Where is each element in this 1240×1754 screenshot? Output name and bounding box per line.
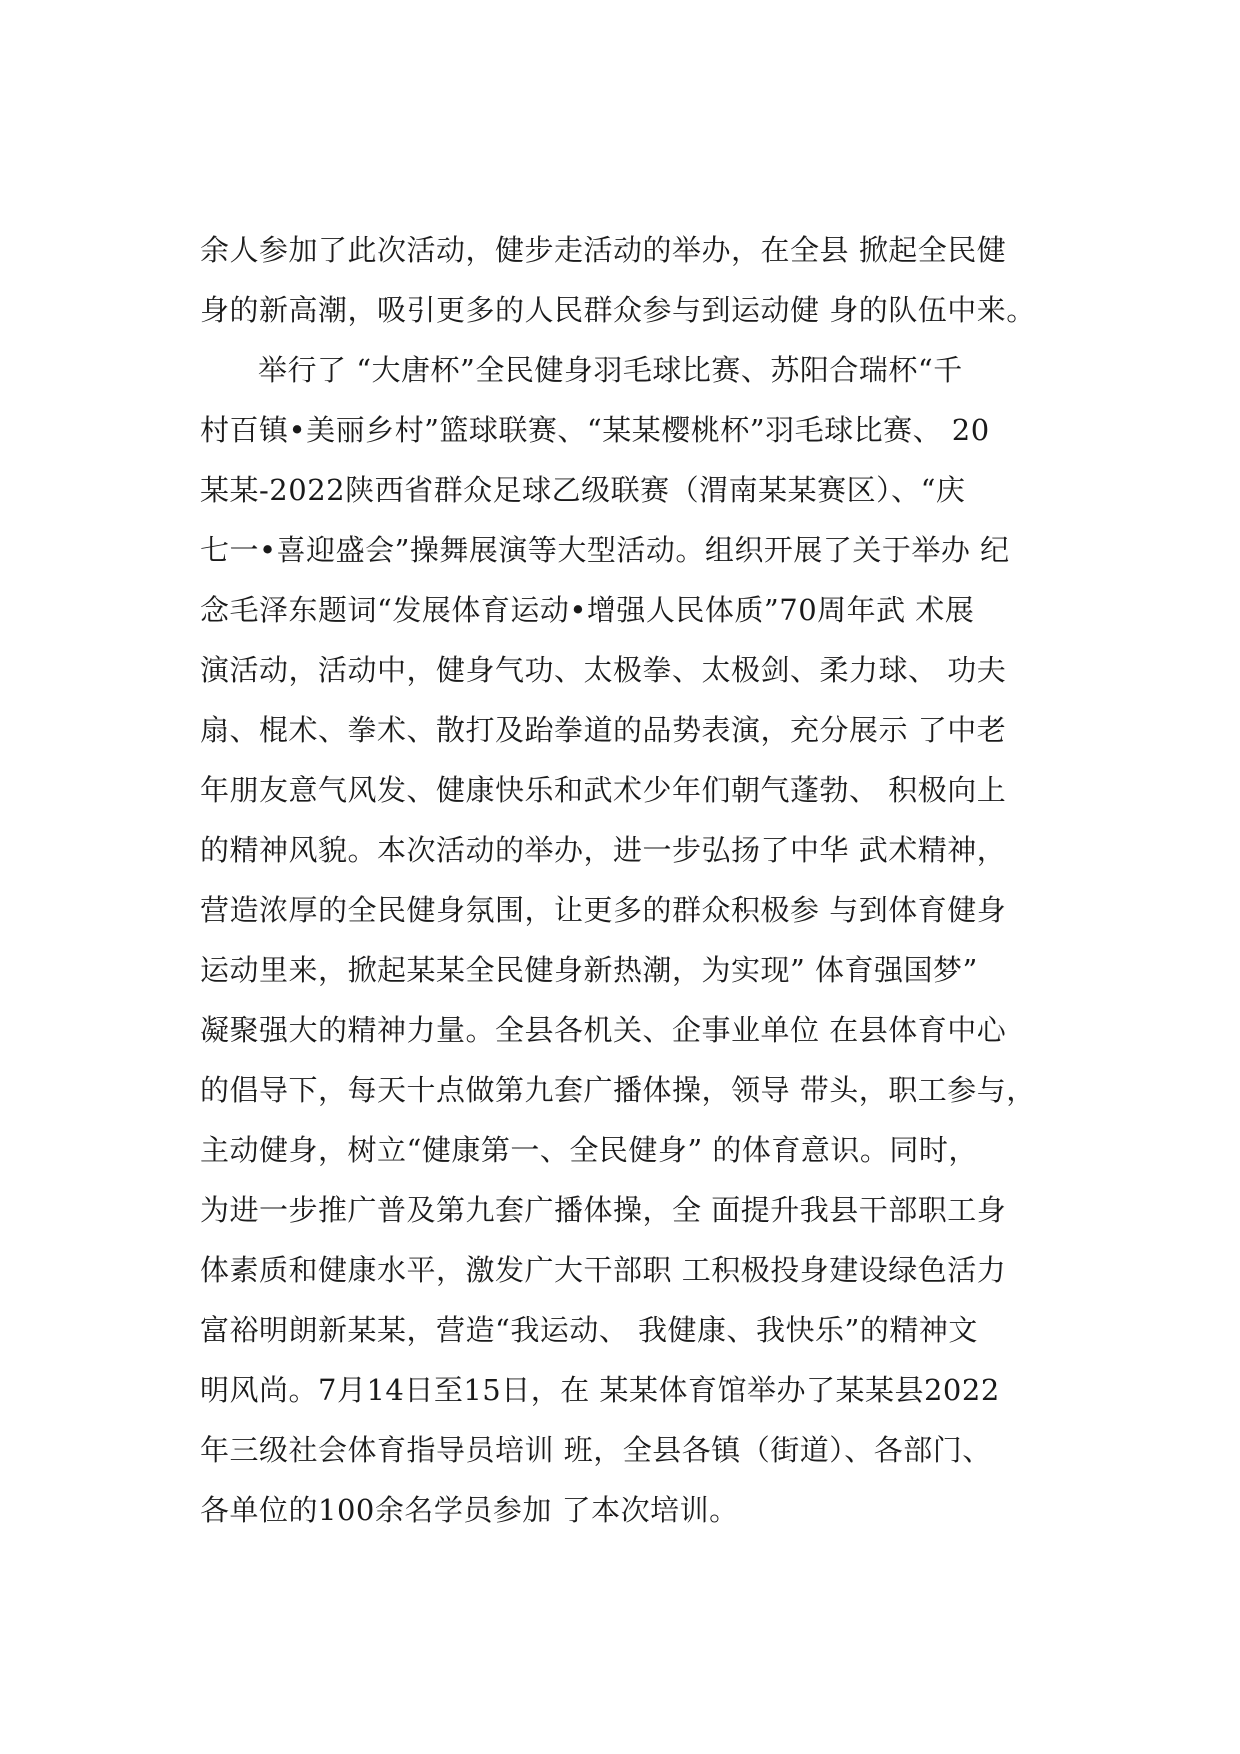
text-line: 七一•喜迎盛会”操舞展演等大型活动。组织开展了关于举办 纪 — [200, 533, 1010, 567]
text-line: 的精神风貌。本次活动的举办，进一步弘扬了中华 武术精神， — [200, 833, 1007, 867]
body-text — [200, 220, 1080, 1540]
paragraph-2 — [200, 340, 1080, 1540]
text-line: 年朋友意气风发、健康快乐和武术少年们朝气蓬勃、 积极向上 — [200, 773, 1007, 807]
text-line: 明风尚。7月14日至15日，在 某某体育馆举办了某某县2022 — [200, 1373, 1000, 1407]
text-line: 身的新高潮，吸引更多的人民群众参与到运动健 身的队伍中来。 — [200, 293, 1036, 327]
text-line: 举行了 “大唐杯”全民健身羽毛球比赛、苏阳合瑞杯“千 — [258, 353, 963, 387]
text-line: 年三级社会体育指导员培训 班，全县各镇（街道）、各部门、 — [200, 1433, 992, 1467]
text-line: 体素质和健康水平，激发广大干部职 工积极投身建设绿色活力 — [200, 1253, 1007, 1287]
text-line: 各单位的100余名学员参加 了本次培训。 — [200, 1493, 739, 1527]
text-line: 念毛泽东题词“发展体育运动•增强人民体质”70周年武 术展 — [200, 593, 975, 627]
text-line: 为进一步推广普及第九套广播体操，全 面提升我县干部职工身 — [200, 1193, 1007, 1227]
text-line: 的倡导下，每天十点做第九套广播体操，领导 带头，职工参与， — [200, 1073, 1036, 1107]
text-line: 演活动，活动中，健身气功、太极拳、太极剑、柔力球、 功夫 — [200, 653, 1007, 687]
text-line: 运动里来，掀起某某全民健身新热潮，为实现” 体育强国梦” — [200, 953, 978, 987]
text-line: 某某-2022陕西省群众足球乙级联赛（渭南某某赛区）、“庆 — [200, 473, 966, 507]
text-line: 余人参加了此次活动，健步走活动的举办，在全县 掀起全民健 — [200, 233, 1007, 267]
text-line: 扇、棍术、拳术、散打及跆拳道的品势表演，充分展示 了中老 — [200, 713, 1007, 747]
text-line: 凝聚强大的精神力量。全县各机关、企事业单位 在县体育中心 — [200, 1013, 1007, 1047]
text-line: 营造浓厚的全民健身氛围，让更多的群众积极参 与到体育健身 — [200, 893, 1007, 927]
text-line: 村百镇•美丽乡村”篮球联赛、“某某樱桃杯”羽毛球比赛、 20 — [200, 413, 990, 447]
text-line: 主动健身，树立“健康第一、全民健身” 的体育意识。同时， — [200, 1133, 978, 1167]
text-line: 富裕明朗新某某，营造“我运动、 我健康、我快乐”的精神文 — [200, 1313, 978, 1347]
paragraph-1 — [200, 220, 1080, 340]
